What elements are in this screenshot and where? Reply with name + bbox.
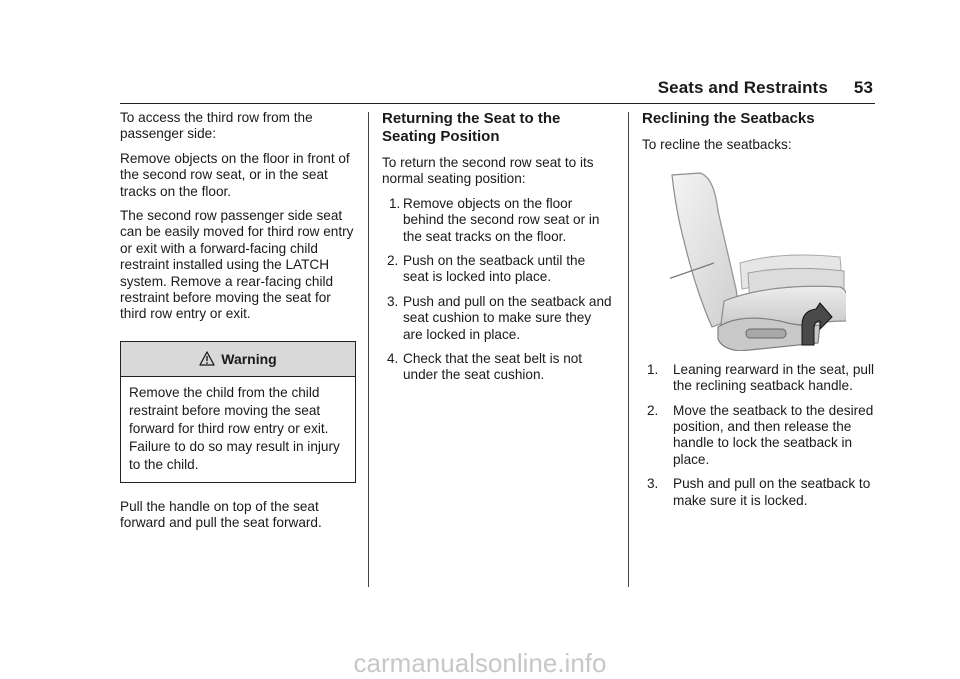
warning-body: Remove the child from the child restraint before moving the seat forward for third row entry or exit. Failure to do so may result in injury to the child.	[129, 384, 340, 472]
warning-header	[121, 342, 355, 377]
paragraph: Pull the handle on top of the seat forward and pull the seat forward.	[120, 498, 322, 531]
section-heading: Reclining the Seatbacks	[642, 110, 815, 127]
header-rule	[120, 103, 875, 104]
column-divider-1	[368, 112, 369, 587]
column-3	[642, 110, 874, 517]
column-divider-2	[628, 112, 629, 587]
list-item: 3. Push and pull on the seatback and seat cushion to make sure they are locked in place.	[387, 293, 612, 342]
steps-list	[382, 196, 614, 384]
paragraph: Remove objects on the floor in front of the second row seat, or in the seat tracks on the floor.	[120, 150, 350, 199]
list-item: 1. Remove objects on the floor behind the second row seat or in the seat tracks on the floor.	[389, 195, 600, 244]
list-item: 2. Push on the seatback until the seat is locked into place.	[387, 253, 586, 285]
seat-recline-illustration	[670, 171, 874, 355]
paragraph: To access the third row from the passenger side:	[120, 110, 313, 142]
paragraph: The second row passenger side seat can be easily moved for third row entry or exit with a forward-facing child restraint installed using the LATCH system. Remove a rear-facing child restraint before moving the seat for third row entry or exit.	[120, 208, 354, 322]
page-number: 53	[853, 78, 873, 97]
column-2	[382, 110, 614, 392]
warning-title: Warning	[221, 350, 277, 367]
column-1	[120, 110, 356, 540]
warning-icon	[199, 351, 215, 366]
section-heading: Returning the Seat to the Seating Position	[382, 110, 561, 145]
paragraph: To recline the seatbacks:	[642, 137, 792, 152]
list-item: 3. Push and pull on the seatback to make sure it is locked.	[647, 476, 871, 508]
list-item: 2. Move the seatback to the desired position, and then release the handle to lock the seatback in place.	[647, 402, 874, 467]
seat-illustration-icon	[670, 171, 846, 351]
list-item: 4. Check that the seat belt is not under the seat cushion.	[387, 351, 583, 383]
section-title: Seats and Restraints	[657, 78, 828, 97]
page-header	[0, 78, 873, 98]
watermark: carmanualsonline.info	[353, 648, 607, 678]
paragraph: To return the second row seat to its normal seating position:	[382, 155, 594, 187]
warning-box	[120, 341, 356, 483]
steps-list	[642, 362, 874, 509]
list-item: 1. Leaning rearward in the seat, pull the reclining seatback handle.	[647, 361, 875, 394]
